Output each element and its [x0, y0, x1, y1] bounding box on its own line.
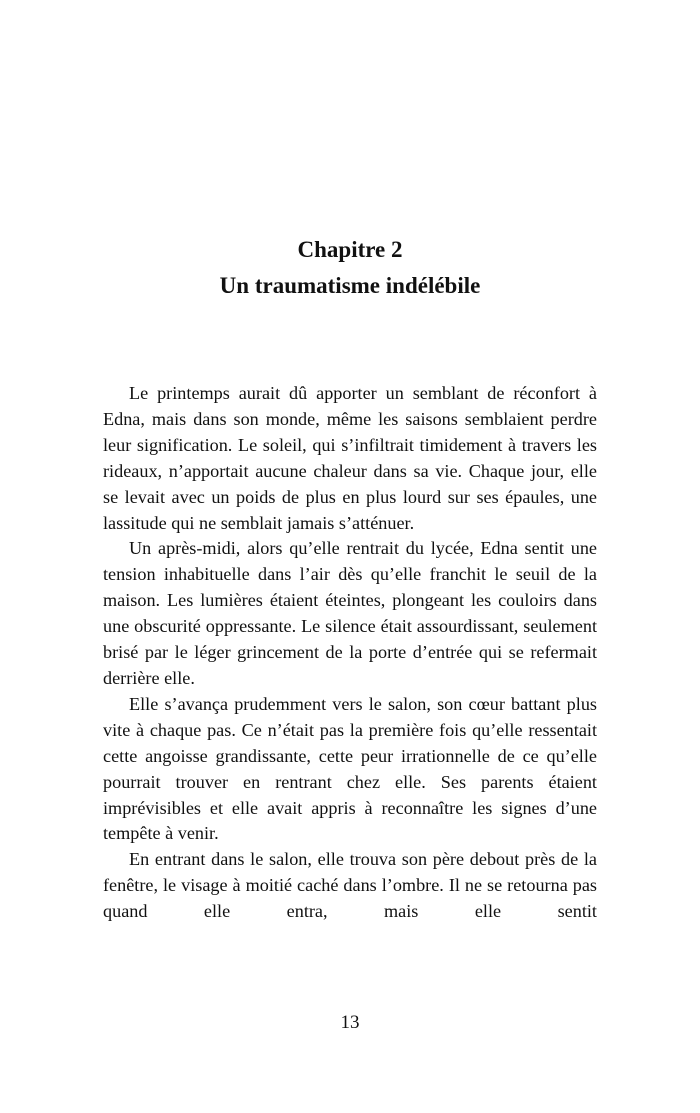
chapter-body [103, 381, 597, 925]
paragraph: Le printemps aurait dû apporter un semblant de réconfort à Edna, mais dans son monde, même les saisons semblaient perdre leur signification. Le soleil, qui s’infiltrait timidement à travers les rideaux, n’apportait aucune chaleur dans sa vie. Chaque jour, elle se levait avec un poids de plus en plus lourd sur ses épaules, une lassitude qui ne semblait jamais s’atténuer. [103, 383, 597, 533]
chapter-heading [0, 232, 700, 304]
paragraph-last: En entrant dans le salon, elle trouva son père debout près de la fenêtre, le visage à moitié caché dans l’ombre. Il ne se retourna pas quand elle entra, mais elle sentit [103, 849, 597, 922]
paragraph: Un après-midi, alors qu’elle rentrait du lycée, Edna sentit une tension inhabituelle dans l’air dès qu’elle franchit le seuil de la maison. Les lumières étaient éteintes, plongeant les couloirs dans une obscurité oppressante. Le silence était assourdissant, seulement brisé par le léger grincement de la porte d’entrée qui se refermait derrière elle. [103, 538, 597, 688]
paragraph: Elle s’avança prudemment vers le salon, son cœur battant plus vite à chaque pas. Ce n’était pas la première fois qu’elle ressentait cette angoisse grandissante, cette peur irrationnelle de ce qu’elle pourrait trouver en rentrant chez elle. Ses parents étaient imprévisibles et elle avait appris à reconnaître les signes d’une tempête à venir. [103, 693, 597, 844]
chapter-label: Chapitre 2 [297, 237, 403, 262]
chapter-title: Un traumatisme indélébile [219, 273, 481, 298]
page-number: 13 [340, 1012, 360, 1033]
